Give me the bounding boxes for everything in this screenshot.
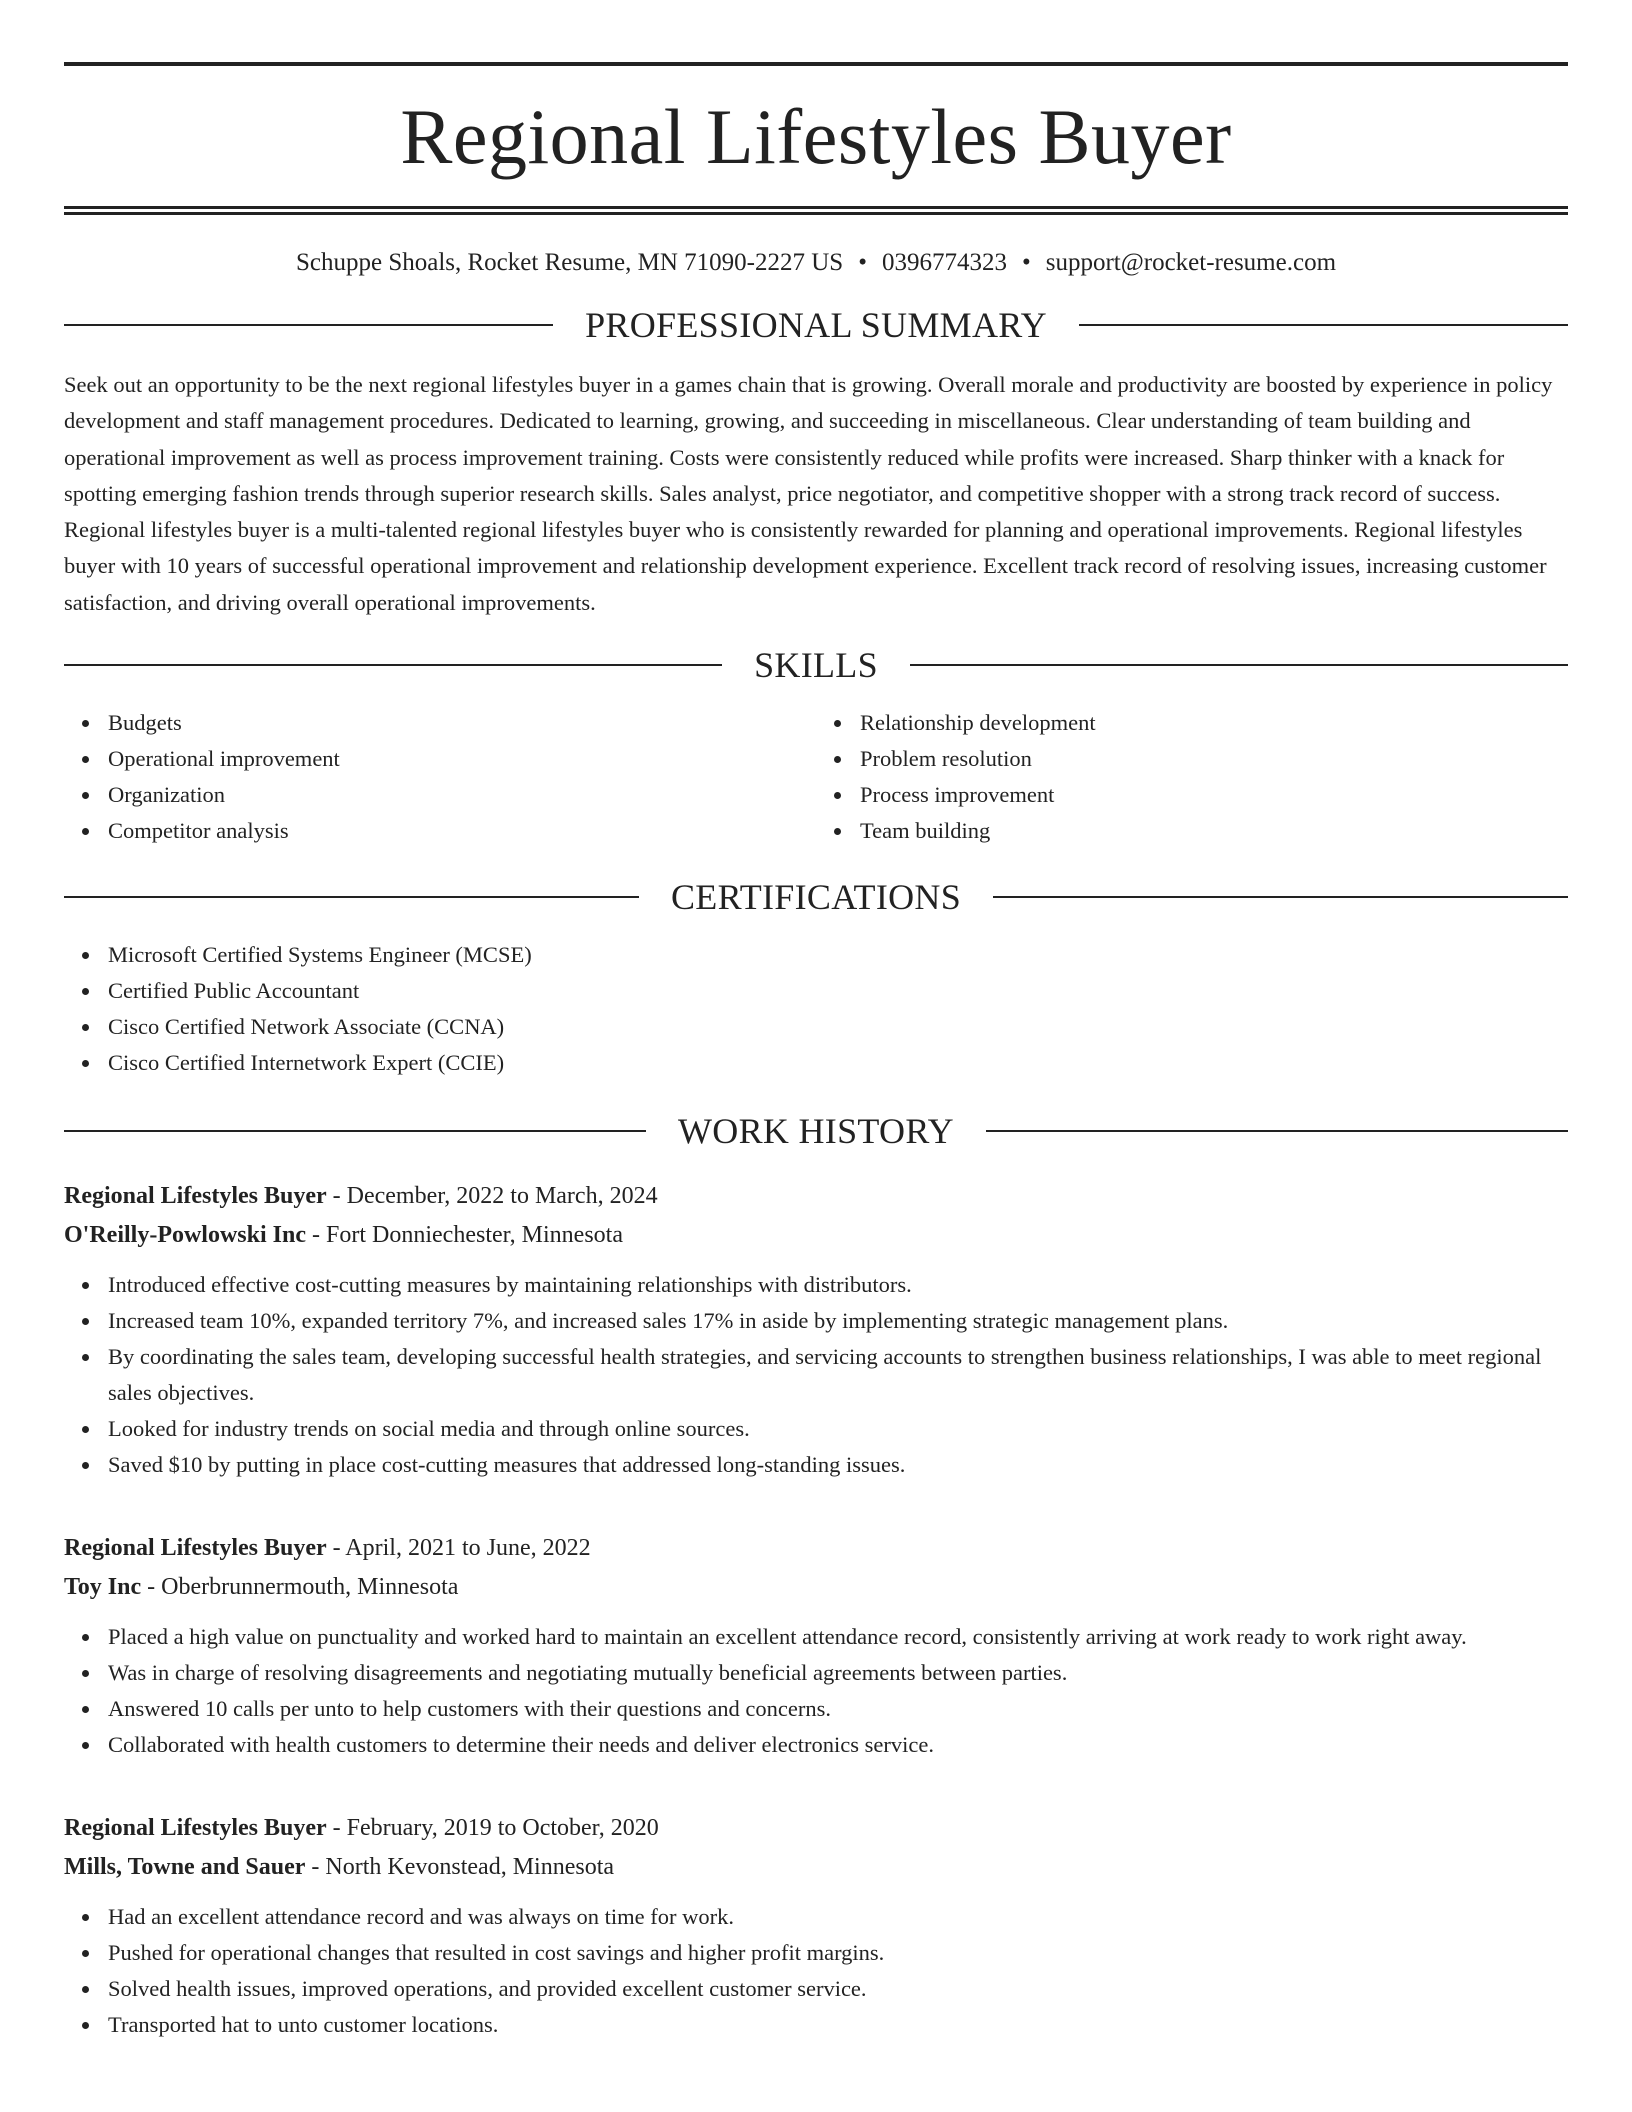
job-title-line: [64, 1809, 1568, 1848]
certification-item: Cisco Certified Internetwork Expert (CCIE): [108, 1045, 1568, 1081]
resume-name: Regional Lifestyles Buyer: [400, 93, 1232, 180]
job-company-line: [64, 1568, 1568, 1607]
job-bullet: Pushed for operational changes that resulted in cost savings and higher profit margins.: [108, 1935, 1568, 1971]
skills-list: [64, 705, 1568, 849]
certification-item: Certified Public Accountant: [108, 973, 1568, 1009]
job-entry: [64, 1177, 1568, 1483]
divider-line: [910, 664, 1568, 666]
job-bullets: [64, 1899, 1568, 2043]
contact-line: [64, 249, 1568, 277]
work-history-list: [64, 1177, 1568, 2043]
skills-column-left: [64, 705, 816, 849]
skill-item: Competitor analysis: [108, 813, 816, 849]
divider-line: [64, 896, 639, 898]
resume-page: [64, 62, 1568, 2043]
job-bullet: Looked for industry trends on social media and through online sources.: [108, 1411, 1568, 1447]
work-history-heading: [64, 1111, 1568, 1152]
company-name: Mills, Towne and Sauer: [64, 1854, 306, 1881]
skill-item: Team building: [860, 813, 1568, 849]
email: support@rocket-resume.com: [1045, 249, 1337, 276]
job-bullet: Placed a high value on punctuality and worked hard to maintain an excellent attendance record, consistently arriving at work ready to work right away.: [108, 1619, 1568, 1655]
job-bullet: Saved $10 by putting in place cost-cutting measures that addressed long-standing issues.: [108, 1447, 1568, 1483]
divider-line: [64, 324, 553, 326]
separator: •: [1021, 249, 1031, 276]
job-title-line: [64, 1529, 1568, 1568]
skill-item: Organization: [108, 777, 816, 813]
job-bullet: Increased team 10%, expanded territory 7%, and increased sales 17% in aside by implementing strategic management plans.: [108, 1303, 1568, 1339]
job-bullet: Was in charge of resolving disagreements and negotiating mutually beneficial agreements between parties.: [108, 1655, 1568, 1691]
certifications-heading: [64, 877, 1568, 918]
summary-text: Seek out an opportunity to be the next regional lifestyles buyer in a games chain that is growing. Overall morale and productivity are boosted by experience in policy development and staff management procedures. Dedicated to learning, growing, and succeeding in miscellaneous. Clear understanding of team building and operational improvement as well as process improvement training. Costs were consistently reduced while profits were increased. Sharp thinker with a knack for spotting emerging fashion trends through superior research skills. Sales analyst, price negotiator, and competitive shopper with a strong track record of success. Regional lifestyles buyer is a multi-talented regional lifestyles buyer who is consistently rewarded for planning and operational improvements. Regional lifestyles buyer with 10 years of successful operational improvement and relationship development experience. Excellent track record of resolving issues, increasing customer satisfaction, and driving overall operational improvements.: [64, 372, 1553, 615]
job-dates: - February, 2019 to October, 2020: [332, 1815, 659, 1842]
job-dates: - December, 2022 to March, 2024: [332, 1183, 658, 1210]
certification-item: Cisco Certified Network Associate (CCNA): [108, 1009, 1568, 1045]
job-bullets: [64, 1619, 1568, 1763]
job-bullet: Answered 10 calls per unto to help customers with their questions and concerns.: [108, 1691, 1568, 1727]
job-bullet: Collaborated with health customers to determine their needs and deliver electronics service.: [108, 1727, 1568, 1763]
section-title: WORK HISTORY: [678, 1111, 954, 1152]
skill-item: Budgets: [108, 705, 816, 741]
section-title: CERTIFICATIONS: [670, 877, 962, 918]
phone: 0396774323: [881, 249, 1007, 276]
section-title: SKILLS: [754, 645, 878, 686]
separator: •: [858, 249, 867, 276]
job-bullet: Had an excellent attendance record and was always on time for work.: [108, 1899, 1568, 1935]
divider-line: [1079, 324, 1568, 326]
job-company-line: [64, 1848, 1568, 1887]
job-bullet: Introduced effective cost-cutting measures by maintaining relationships with distributors.: [108, 1267, 1568, 1303]
divider-line: [993, 896, 1568, 898]
skill-item: Problem resolution: [860, 741, 1568, 777]
job-bullet: By coordinating the sales team, developing successful health strategies, and servicing accounts to strengthen business relationships, I was able to meet regional sales objectives.: [108, 1339, 1568, 1411]
certification-item: Microsoft Certified Systems Engineer (MCSE): [108, 937, 1568, 973]
job-title-line: [64, 1177, 1568, 1216]
job-entry: [64, 1529, 1568, 1763]
skill-item: Relationship development: [860, 705, 1568, 741]
job-company-line: [64, 1216, 1568, 1255]
certifications-list: [64, 937, 1568, 1081]
job-title: Regional Lifestyles Buyer: [64, 1183, 327, 1210]
divider-line: [986, 1130, 1568, 1132]
job-bullet: Transported hat to unto customer locations.: [108, 2007, 1568, 2043]
divider-line: [64, 664, 722, 666]
job-bullet: Solved health issues, improved operations, and provided excellent customer service.: [108, 1971, 1568, 2007]
skills-column-right: [816, 705, 1568, 849]
job-title: Regional Lifestyles Buyer: [64, 1535, 327, 1562]
job-location: - Fort Donniechester, Minnesota: [312, 1222, 623, 1249]
company-name: O'Reilly-Powlowski Inc: [64, 1222, 307, 1249]
double-rule: [64, 206, 1568, 215]
company-name: Toy Inc: [64, 1574, 142, 1601]
summary-heading: [64, 307, 1568, 343]
section-title: PROFESSIONAL SUMMARY: [585, 305, 1047, 345]
address: Schuppe Shoals, Rocket Resume, MN 71090-2227 US: [295, 249, 844, 276]
job-location: - Oberbrunnermouth, Minnesota: [147, 1574, 459, 1601]
skills-heading: [64, 645, 1568, 686]
job-bullets: [64, 1267, 1568, 1483]
job-entry: [64, 1809, 1568, 2043]
divider-line: [64, 1130, 646, 1132]
job-location: - North Kevonstead, Minnesota: [311, 1854, 615, 1881]
job-dates: - April, 2021 to June, 2022: [332, 1535, 591, 1562]
job-title: Regional Lifestyles Buyer: [64, 1815, 327, 1842]
skill-item: Process improvement: [860, 777, 1568, 813]
skill-item: Operational improvement: [108, 741, 816, 777]
